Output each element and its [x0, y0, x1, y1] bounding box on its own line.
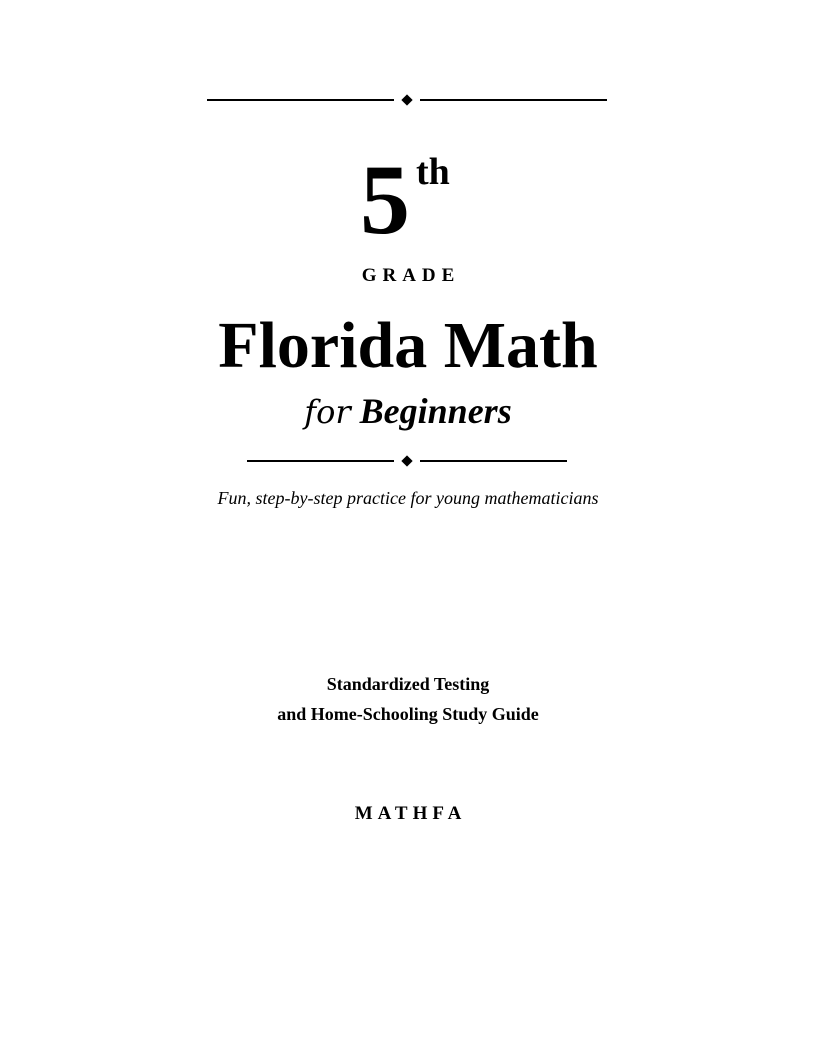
subtitle-beginners: Beginners [359, 391, 512, 431]
diamond-icon [401, 94, 412, 105]
diamond-icon [401, 455, 412, 466]
grade-ordinal-suffix: th [416, 151, 450, 193]
middle-ornament-divider [247, 455, 567, 467]
publisher-name: MATHFA [354, 803, 467, 824]
book-title: Florida Math [218, 309, 598, 382]
subtitle-for: for [304, 393, 351, 431]
tagline: Fun, step-by-step practice for young mathematicians [217, 488, 599, 508]
grade-label: GRADE [361, 265, 461, 286]
guide-line-2: and Home-Schooling Study Guide [277, 704, 539, 724]
book-subtitle [0, 389, 816, 434]
divider-line-left [207, 99, 394, 101]
guide-line-1: Standardized Testing [326, 674, 490, 694]
grade-number: 5 [360, 144, 410, 255]
divider-line-left [247, 460, 394, 462]
divider-line-right [420, 460, 567, 462]
divider-line-right [420, 99, 607, 101]
top-ornament-divider [207, 94, 607, 106]
study-guide-description [0, 669, 816, 729]
